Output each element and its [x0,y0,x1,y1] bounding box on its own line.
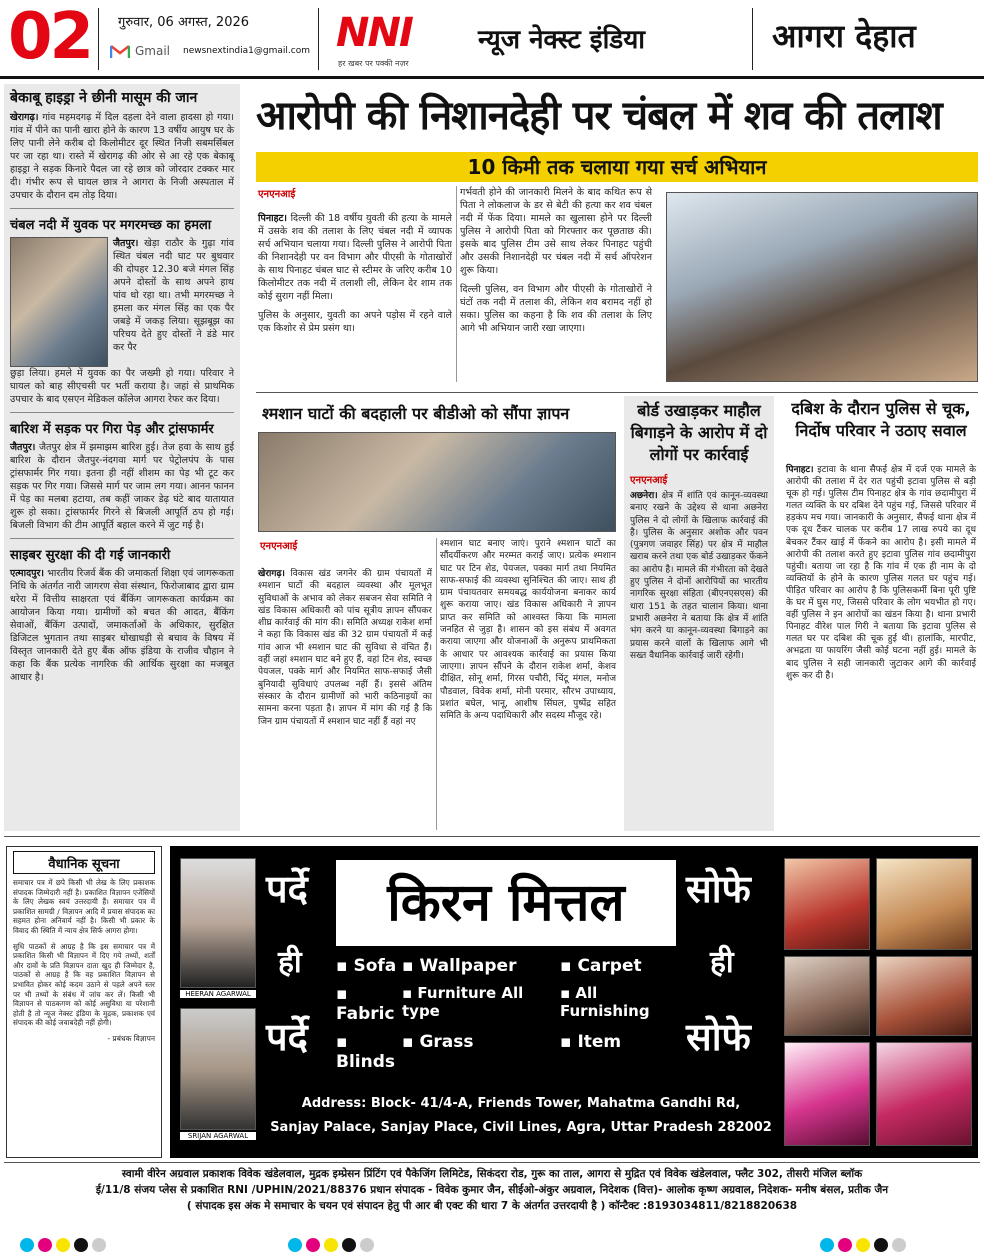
person-name-1: HEERAN AGARWAL [180,990,256,998]
ad-item: ▪ Carpet [560,956,642,976]
story-cyber [10,545,234,684]
ad-item: ▪ Sofa [336,956,397,976]
ad-item: ▪ Grass [402,1032,474,1052]
registration-strip-mid [288,1237,378,1256]
lead-col2-text: गर्भवती होने की जानकारी मिलने के बाद कथित रूप से पिता ने लोकलाज के डर से बेटी की हत्या कर शव चंबल नदी में फेंक दिया। मामले का खुलासा होने पर दिल्ली पुलिस ने आरोपी पिता को गिरफ्तार कर पूछताछ की। इसके बाद पुलिस टीम उसे साथ लेकर पिनाहट पहुंची और उसकी निशानदेही पर चंबल नदी में सर्च ऑपरेशन शुरू किया। [460,187,652,276]
shamshan-dateline: खेरागढ़। [258,569,285,579]
ad-brand-box [336,860,676,946]
sofa-photo-6 [876,1042,972,1146]
lead-photo [666,192,978,382]
lead-headline: आरोपी की निशानदेही पर चंबल में शव की तलाश [256,93,942,139]
paper-name: न्यूज नेक्स्ट इंडिया [478,25,646,55]
dabish-body: इटावा के थाना सैफई क्षेत्र में दर्ज एक मामले के आरोपी की तलाश में देर रात पहुंची इटावा पुलिस से बड़ी चूक हो गई। पुलिस टीम पिनाहट क्षेत्र के गांव छदामीपुरा में गलत व्यक्ति के घर दबिश देने पहुंच गई, जिससे परिवार में हड़कंप मच गया। जानकारी के अनुसार, सैफई थाना क्षेत्र में एक दूध टैंकर चालक पर करीब 17 लाख रुपये का दूध बेचकर टैंकर खाई में फेंकने का आरोप है। इसी मामले में आरोपी की तलाश करते हुए इटावा पुलिस गांव छदामीपुरा पहुंची। बताया जा रहा है कि गांव में एक ही नाम के दो व्यक्तियों के होने के कारण पुलिस गलत घर पहुंच गई। पीड़ित परिवार का आरोप है कि पुलिसकर्मी बिना पूरी पुष्टि के घर में घुस गए, जिससे परिवार के लोग भयभीत हो गए। वहीं पुलिस ने इन आरोपों का खंडन किया है। थाना प्रभारी पिनाहट वीरेश पाल गिरी ने बताया कि इटावा पुलिस से गलत घर पर दबिश की चूक हुई थी। हालांकि, मारपीट, अभद्रता या फायरिंग जैसी कोई घटना नहीं हुई। मामले के बाद पुलिस ने सही जानकारी जुटाकर आगे की कार्रवाई शुरू कर दी है। [786,465,976,681]
registration-dot [838,1238,852,1252]
notice-title-box [13,851,155,874]
crocodile-victim-photo [10,237,108,367]
ad-item: ▪ Furniture All type [402,984,524,1020]
registration-dot [288,1238,302,1252]
lead-byline: एनएनआई [258,189,296,200]
story-crocodile-headline: चंबल नदी में युवक पर मगरमच्छ का हमला [10,218,212,233]
sofa-photo-5 [784,1042,870,1146]
ad-item: ▪ Blinds [336,1032,396,1072]
ad-item: ▪ All Furnishing [560,984,650,1020]
ad-address-1: Address: Block- 41/4-A, Friends Tower, Mahatma Gandhi Rd, [301,1096,741,1111]
ad-right-bottom: सोफे [686,1015,751,1059]
registration-dot [306,1238,320,1252]
lead-col-2 [460,186,652,335]
story-hydra-headline: बेकाबू हाइड्रा ने छीनी मासूम की जान [10,90,198,106]
imprint-line-2: ई/11/8 संजय प्लेस से प्रकाशित RNI /UPHIN/2021/88376 प्रधान संपादक - विवेक कुमार जैन, सीईओ-अंकुर अग्रवाल, निदेशक (वित्त)- आलोक कृष्ण अग्रवाल, निदेशक- मनीष बंसल, प्रतीक जैन [95,1184,889,1196]
shamshan-col1-text: विकास खंड जगनेर की ग्राम पंचायतों में श्मशान घाटों की बदहाल व्यवस्था और मूलभूत सुविधाओं के अभाव को लेकर सबजन सेवा समिति ने खंड विकास अधिकारी को पांच सूत्रीय ज्ञापन सौंपकर शीघ्र कार्रवाई की मांग की। समिति अध्यक्ष राकेश शर्मा ने कहा कि विकास खंड की 32 ग्राम पंचायतों में कई गांव आज भी श्मशान घाट की सुविधा से वंचित हैं। वहीं जहां श्मशान घाट बने हुए हैं, वहां टिन शेड, स्वच्छ पेयजल, पक्के मार्ग और नियमित साफ-सफाई जैसी बुनियादी सुविधाएं उपलब्ध नहीं हैं। इससे अंतिम संस्कार के दौरान ग्रामीणों को भारी कठिनाइयों का सामना करना पड़ता है। ज्ञापन में मांग की गई है कि जिन ग्राम पंचायतों में श्मशान घाट नहीं हैं वहां नए [258,569,432,727]
registration-strip-right [820,1237,910,1256]
registration-dot [20,1238,34,1252]
gmail-label: Gmail [135,44,171,58]
ad-items [336,956,686,1072]
person-photo-2 [180,1008,256,1130]
registration-strip-left [20,1237,110,1256]
story-crocodile-body-top: खेड़ा राठौर के गुढ़ा गांव स्थित चंबल नदी घाट पर बुधवार की दोपहर 12.30 बजे मंगल सिंह अपने दोस्तों के साथ अपने हाथ पांव धो रहा था। तभी मगरमच्छ ने हमला कर मंगल सिंह का एक पैर जबड़े में जकड़ लिया। सूझबूझ का परिचय देते हुए दोस्तों ने डंडे मार कर पैर [113,238,234,353]
story-rain-headline: बारिश में सड़क पर गिरा पेड़ और ट्रांसफार्मर [10,422,214,437]
ad-left-bottom: पर्दे [266,1015,308,1059]
nni-logo [336,10,412,56]
board-body: क्षेत्र में शांति एवं कानून-व्यवस्था बनाए रखने के उद्देश्य से थाना अछनेरा पुलिस ने दो लोगों के खिलाफ कार्रवाई की है। पुलिस के अनुसार अशोक और पवन (पुत्रगण जवाहर सिंह) पर क्षेत्र में माहौल खराब करने तथा एक बोर्ड उखाड़कर फेंकने का आरोप है। मामले की गंभीरता को देखते हुए पुलिस ने दोनों आरोपियों का भारतीय नागरिक सुरक्षा संहिता (बीएनएसएस) की धारा 151 के तहत चालान किया। थाना प्रभारी अछनेरा ने बताया कि क्षेत्र में शांति भंग करने या कानून-व्यवस्था बिगाड़ने का प्रयास करने वालों के खिलाफ आगे भी सख्त वैधानिक कार्रवाई जारी रहेगी। [630,491,768,661]
ad-item: ▪ Item [560,1032,622,1052]
lead-dateline: पिनाहट। [258,213,288,224]
edition-name: आगरा देहात [772,17,916,55]
statutory-notice [6,846,162,1158]
board-headline: बोर्ड उखाड़कर माहौल बिगाड़ने के आरोप में दो लोगों पर कार्रवाई [630,401,768,464]
ad-left-mid: ही [278,945,302,980]
ad-brand: किरन मित्तल [387,873,625,933]
tagline: हर खबर पर पक्की नज़र [338,59,409,68]
lead-col2b-text: दिल्ली पुलिस, वन विभाग और पीएसी के गोताखोरों ने घंटों तक नदी में तलाश की, लेकिन शव बरामद नहीं हो सका। पुलिस का कहना है कि शव की तलाश के लिए आगे भी अभियान जारी रखा जाएगा। [460,284,652,334]
shamshan-col-1 [258,568,432,728]
registration-dot [874,1238,888,1252]
registration-dot [342,1238,356,1252]
notice-sign: - प्रबंधक विज्ञापन [107,1033,155,1043]
story-crocodile-body-bottom: छुड़ा लिया। हमले में युवक का पैर जख्मी हो गया। परिवार ने घायल को बाह सीएचसी पर भर्ती कराया है। जहां से प्राथमिक उपचार के बाद एसएन मेडिकल कॉलेज आगरा रेफर कर दिया। [10,368,234,405]
sofa-photo-1 [784,858,870,950]
ad-right-top: सोफे [686,867,751,911]
story-cyber-headline: साइबर सुरक्षा की दी गई जानकारी [10,548,171,563]
board-byline: एनएनआई [630,475,668,486]
lead-col-1 [258,212,452,335]
email-address: newsnextindia1@gmail.com [183,46,310,56]
ad-left-top: पर्दे [266,867,308,911]
story-hydra-dateline: खेरागढ़। [10,112,39,123]
sofa-photo-2 [876,858,972,950]
registration-dot [74,1238,88,1252]
shamshan-photo [258,432,616,532]
story-cyber-dateline: एत्मादपुर। [10,568,44,579]
shamshan-byline: एनएनआई [260,541,298,552]
notice-para-1: समाचार पत्र में छपे किसी भी लेख के लिए प्रकाशक संपादक जिम्मेदारी नहीं है। प्रकाशित विज्ञापन एजेंसियों के लिए लेखक स्वयं उत्तरदायी हैं। समाचार पत्र में प्रकाशित सामग्री / विज्ञापन आदि में प्रयास संपादक का सहमत होना अनिवार्य नहीं है। किसी भी प्रकार के विवाद की स्थिति में न्याय क्षेत्र सिर्फ आगरा होगा। [13,878,155,935]
shamshan-col2-text: श्मशान घाट बनाए जाएं। पुराने श्मशान घाटों का सौंदर्यीकरण और मरम्मत कराई जाए। प्रत्येक श्मशान घाट पर टिन शेड, पेयजल, पक्का मार्ग तथा नियमित साफ-सफाई की व्यवस्था सुनिश्चित की जाए। साथ ही ग्राम पंचायतवार समयबद्ध कार्ययोजना बनाकर कार्य शुरू कराया जाए। खंड विकास अधिकारी ने ज्ञापन प्राप्त कर समिति को आश्वस्त किया कि मामला जनहित से जुड़ा है। शासन को इस संबंध में अवगत कराया जाएगा और योजनाओं के अनुरूप प्राथमिकता के आधार पर आवश्यक कार्रवाई का प्रयास किया जाएगा। ज्ञापन सौंपने के दौरान राकेश शर्मा, केशव दीक्षित, सोनू शर्मा, गिरस पचौरी, चिंटू मंगल, मनोज पौडवाल, विवेक शर्मा, मोनी परमार, सौरभ उपाध्याय, प्रशांत बघेल, भानू, आशीष सिंघल, पुष्पेंद्र सहित समिति के अन्य पदाधिकारी और सदस्य मौजूद रहे। [440,539,616,722]
registration-dot [92,1238,106,1252]
sofa-photo-4 [876,956,972,1036]
story-hydra-body: गांव महमदगढ़ में दिल दहला देने वाला हादसा हो गया। गांव में पीने का पानी खारा होने के कारण 13 वर्षीय आयुष घर के लिए पानी लेने करीब दो किलोमीटर दूर स्थित निजी सबमर्सिबल पर जा रहा था। रास्ते में खेरागढ़ की ओर से आ रहे एक बेकाबू हाइड्रा ने सड़क किनारे पैदल जा रहे छात्र को जोरदार टक्कर मार दी। गंभीर रूप से घायल छात्र ने आगरा के निजी अस्पताल में उपचार के दौरान दम तोड़ दिया। [10,112,234,201]
person-name-2: SRIJAN AGARWAL [180,1132,256,1140]
imprint-line-1: स्वामी वीरेन अग्रवाल प्रकाशक विवेक खंडेलवाल, मुद्रक इम्प्रेसन प्रिंटिंग एवं पैकेजिंग लिमिटेड, सिकंदरा रोड, गुरू का ताल, आगरा से मुद्रित एवं विवेक खंडेलवाल, फ्लैट 302, तीसरी मंजिल ब्लॉक [121,1168,863,1180]
story-rain [10,419,234,532]
imprint [4,1166,980,1214]
furnishing-ad [170,846,978,1158]
board-dateline: अछनेरा। [630,491,658,501]
registration-dot [38,1238,52,1252]
dabish-story [782,396,980,831]
dabish-dateline: पिनाहट। [786,465,814,475]
story-crocodile [10,215,234,406]
notice-para-2: सुधि पाठकों से आग्रह है कि इस समाचार पत्र में प्रकाशित किसी भी विज्ञापन में दिए गये तथ्यों, शर्तों और दावों के प्रति विज्ञापन दाता खुद ही जिम्मेदार है, पाठकों से आग्रह है कि वह प्रकाशित विज्ञापन से प्रभावित होकर कोई कदम उठाने से पहले अपने स्तर पर भी तथ्यों के संबंध में जांच कर लें। किसी भी विज्ञापन से पाठकगण को कोई असुविधा या परेशानी होती है तो न्यूज नेक्स्ट इंडिया के मुद्रक, प्रकाशक एवं संपादक की कोई जवाबदेही नहीं होगी। [13,941,155,1028]
ad-item: ▪ Wallpaper [402,956,517,976]
lead-subheadline: 10 किमी तक चलाया गया सर्च अभियान [467,155,767,179]
lead-subheadline-bar [256,152,978,182]
ad-address-2: Sanjay Palace, Sanjay Place, Civil Lines, Agra, Uttar Pradesh 282002 [270,1120,772,1135]
registration-dot [856,1238,870,1252]
story-rain-body: जैतपुर क्षेत्र में झमाझम बारिश हुई। तेज हवा के साथ हुई बारिश के दौरान जैतपुर-नंदगवा मार्ग पर पेट्रोलपंप के पास ट्रांसफार्मर गिर गया। इतना ही नहीं शीशम का पेड़ भी टूट कर सड़क पर गिर गया। जिससे मार्ग पर जाम लग गया। आनन फानन में पेड़ का मलबा हटाया, तब कहीं जाकर डेढ़ घंटे बाद यातायात शुरू हो सका। ट्रांसफार्मर गिरने से बिजली आपूर्ति ठप हो गई। बिजली विभाग की टीम आपूर्ति बहाल करने में जुट गई है। [10,442,234,531]
story-hydra [10,88,234,202]
person-photo-1 [180,858,256,988]
ad-item: ▪ Fabric [336,984,395,1024]
registration-marks [0,1234,984,1256]
nni-logo-text: NNI [336,10,412,56]
registration-dot [324,1238,338,1252]
date-line: गुरुवार, 06 अगस्त, 2026 [118,15,250,30]
shamshan-headline: श्मशान घाटों की बदहाली पर बीडीओ को सौंपा ज्ञापन [262,404,570,423]
story-rain-dateline: जैतपुर। [10,442,36,453]
shamshan-col-2 [440,538,616,722]
sofa-photo-3 [784,956,870,1036]
story-cyber-body: भारतीय रिजर्व बैंक की जमाकर्ता शिक्षा एवं जागरूकता निधि के अंतर्गत नारी जागरण सेवा संस्थान, फिरोजाबाद द्वारा ग्राम धरेरा में वित्तीय साक्षरता एवं बैंकिंग जागरूकता कार्यक्रम का आयोजन किया गया। ग्रामीणों को बचत की आदत, बैंकिंग सेवाओं, बैंकिंग उत्पादों, जमाकर्ताओं के अधिकार, सुरक्षित डिजिटल भुगतान तथा साइबर धोखाधड़ी से बचाव के विषय में विस्तृत जानकारी देते हुए बैंक ऑफ इंडिया के राजीव चौहान ने कहा कि बैंक प्रत्येक नागरिक की आर्थिक सुरक्षा का मजबूत आधार है। [10,568,234,683]
story-crocodile-dateline: जैतपुर। [113,238,139,249]
lead-col1b-text: पुलिस के अनुसार, युवती का अपने पड़ोस में रहने वाले एक किशोर से प्रेम प्रसंग था। [258,310,452,334]
gmail-icon [110,44,130,58]
lead-col1-text: दिल्ली की 18 वर्षीय युवती की हत्या के मामले में उसके शव की तलाश के लिए चंबल नदी में व्यापक सर्च अभियान चलाया गया। दिल्ली पुलिस ने आरोपी पिता की निशानदेही पर वन विभाग और पीएसी के गोताखोरों के साथ पिनाहट चंबल घाट से स्टीमर के जरिए करीब 10 किलोमीटर तक नदी में तलाशी ली, लेकिन देर शाम तक कोई सुराग नहीं मिला। [258,213,452,302]
left-column [4,84,240,831]
registration-dot [56,1238,70,1252]
registration-dot [820,1238,834,1252]
registration-dot [360,1238,374,1252]
imprint-line-3: ( संपादक इस अंक मे समाचार के चयन एवं संपादन हेतु पी आर बी एक्ट की धारा 7 के अंतर्गत उत्तरदायी है ) कॉन्टैक्ट :8193034811/8218820638 [186,1200,798,1212]
dabish-headline: दबिश के दौरान पुलिस से चूक, निर्दोष परिवार ने उठाए सवाल [791,399,971,440]
registration-dot [892,1238,906,1252]
page-number: 02 [8,0,92,74]
board-story [624,396,774,831]
notice-title: वैधानिक सूचना [48,857,120,872]
ad-right-mid: ही [710,945,734,980]
masthead [0,0,984,78]
